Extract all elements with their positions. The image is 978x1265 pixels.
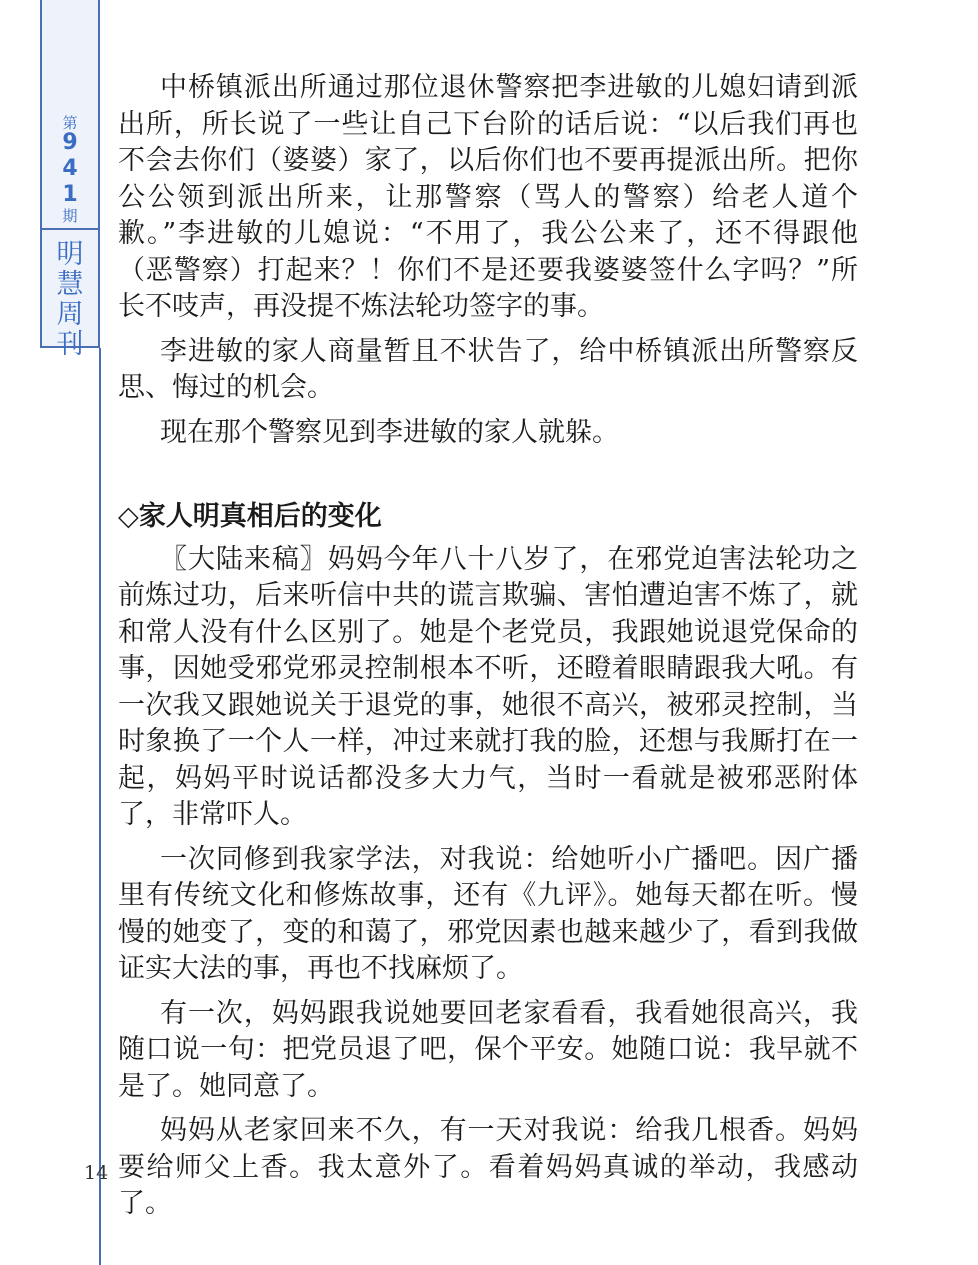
margin-rule	[99, 348, 101, 1265]
paragraph: 有一次，妈妈跟我说她要回老家看看，我看她很高兴，我随口说一句：把党员退了吧，保个平安。她随口说：我早就不是了。她同意了。	[118, 997, 858, 1102]
paragraph: 李进敏的家人商量暂且不状告了，给中桥镇派出所警察反思、悔过的机会。	[118, 335, 858, 403]
issue-digit: 4	[62, 156, 78, 181]
section-heading: ◇家人明真相后的变化	[118, 501, 382, 532]
issue-digit: 9	[62, 130, 78, 155]
article-body	[118, 70, 858, 1231]
paragraph: 〖大陆来稿〗妈妈今年八十八岁了，在邪党迫害法轮功之前炼过功，后来听信中共的谎言欺骗、害怕遭迫害不炼了，就和常人没有什么区别了。她是个老党员，我跟她说退党保命的事，因她受邪党邪灵控制根本不听，还瞪着眼睛跟我大吼。有一次我又跟她说关于退党的事，她很不高兴，被邪灵控制，当时象换了一个人一样，冲过来就打我的脸，还想与我厮打在一起，妈妈平时说话都没多大力气，当时一看就是被邪恶附体了，非常吓人。	[118, 543, 858, 830]
issue-number	[40, 130, 100, 208]
paragraph: 中桥镇派出所通过那位退休警察把李进敏的儿媳妇请到派出所，所长说了一些让自己下台阶的话后说：“以后我们再也不会去你们（婆婆）家了，以后你们也不要再提派出所。把你公公领到派出所来，让那警察（骂人的警察）给老人道个歉。”李进敏的儿媳说：“不用了，我公公来了，还不得跟他（恶警察）打起来？！你们不是还要我婆婆签什么字吗？”所长不吱声，再没提不炼法轮功签字的事。	[118, 72, 858, 322]
issue-prefix: 第	[62, 114, 78, 132]
section-gap	[118, 459, 858, 499]
page-number: 14	[84, 1162, 109, 1184]
paragraph: 妈妈从老家回来不久，有一天对我说：给我几根香。妈妈要给师父上香。我太意外了。看着妈妈真诚的举动，我感动了。	[118, 1115, 858, 1219]
sidebar-divider	[40, 228, 100, 230]
magazine-name: 明慧周刊	[56, 239, 84, 360]
issue-suffix: 期	[62, 207, 78, 225]
paragraph: 现在那个警察见到李进敏的家人就躲。	[160, 416, 619, 448]
issue-digit: 1	[62, 182, 78, 207]
paragraph: 一次同修到我家学法，对我说：给她听小广播吧。因广播里有传统文化和修炼故事，还有《九评》。她每天都在听。慢慢的她变了，变的和蔼了，邪党因素也越来越少了，看到我做证实大法的事，再也不找麻烦了。	[118, 843, 858, 984]
